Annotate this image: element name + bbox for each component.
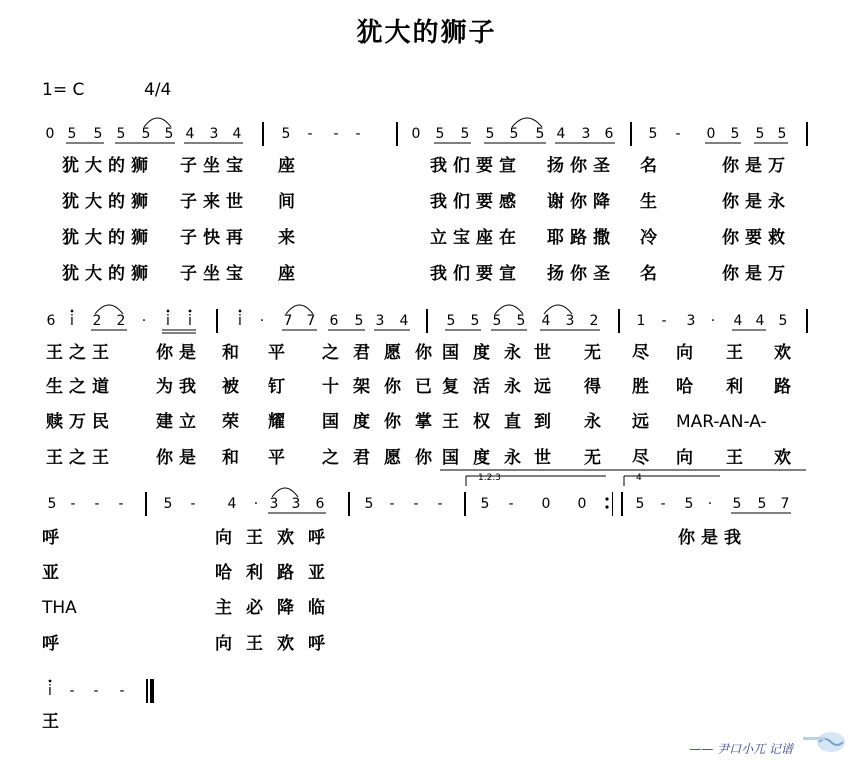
lyric-1-1-7: 得 (584, 377, 607, 397)
note-1-23: - (661, 313, 667, 329)
lyric-1-3-5: 国度永 (442, 448, 535, 468)
lyric-0-1-1: 子来世 (180, 192, 249, 212)
final-barline (150, 679, 152, 703)
note-3-3: - (119, 683, 125, 699)
note-0-14: 5 (435, 126, 445, 142)
note-2-4: 5 (163, 496, 173, 512)
lyric-0-0-2: 座 (278, 156, 301, 176)
note-0-26: 5 (755, 126, 765, 142)
note-2-17: 0 (541, 496, 551, 512)
lyric-1-1-0: 生之道 (46, 377, 115, 397)
note-2-11: 5 (364, 496, 374, 512)
lyric-2-2-0: THA (42, 598, 77, 618)
note-2-9: 3 (291, 496, 301, 512)
lyric-0-0-6: 你是万 (722, 156, 791, 176)
lyric-1-1-10: 利 (726, 377, 749, 397)
lyric-2-2-1: 主必降临 (215, 598, 339, 618)
lyric-1-1-8: 胜 (632, 377, 655, 397)
lyric-0-3-5: 名 (640, 264, 663, 284)
lyric-1-1-2: 被 (222, 377, 245, 397)
note-2-15: 5 (480, 496, 490, 512)
note-1-22: 1 (636, 313, 646, 329)
lyric-0-3-0: 犹大的狮 (62, 264, 154, 284)
note-0-15: 5 (460, 126, 470, 142)
note-0-13: 0 (411, 126, 421, 142)
note-1-15: 5 (446, 313, 456, 329)
audio-logo-icon (801, 728, 847, 754)
lyric-2-0-2: 你是我 (678, 528, 747, 548)
lyric-2-1-1: 哈利路亚 (215, 563, 339, 583)
barline-1-2 (618, 309, 620, 333)
note-2-20: - (660, 496, 666, 512)
lyric-0-0-4: 扬你圣 (547, 156, 616, 176)
lyric-1-3-8: 尽 (632, 448, 655, 468)
note-1-21: 2 (589, 313, 599, 329)
lyric-1-2-8: 远 (632, 412, 655, 432)
note-1-3: 2 (116, 313, 126, 329)
note-0-3: 5 (116, 126, 126, 142)
lyric-1-1-6: 远 (534, 377, 557, 397)
barline-1-3 (806, 309, 808, 333)
note-2-22: · (707, 496, 713, 512)
note-0-6: 4 (185, 126, 195, 142)
volta-2-label: 4 (636, 473, 642, 483)
note-0-8: 4 (232, 126, 242, 142)
lyric-0-0-5: 名 (640, 156, 663, 176)
lyric-2-3-1: 向王欢呼 (215, 634, 339, 654)
lyric-1-0-6: 世 (534, 343, 557, 363)
note-0-20: 3 (581, 126, 591, 142)
lyric-0-2-5: 冷 (640, 228, 663, 248)
note-2-6: 4 (227, 496, 237, 512)
lyric-0-2-4: 耶路撒 (547, 228, 616, 248)
note-0-21: 6 (604, 126, 614, 142)
repeat-dot (605, 497, 608, 500)
time-signature: 4/4 (144, 80, 172, 100)
note-1-16: 5 (470, 313, 480, 329)
lyric-1-0-4: 之君愿你 (322, 343, 446, 363)
note-0-4: 5 (141, 126, 151, 142)
lyric-1-0-9: 向 (676, 343, 699, 363)
lyric-1-2-7: 永 (584, 412, 607, 432)
barline-1-0 (216, 309, 218, 333)
note-2-2: - (94, 496, 100, 512)
repeat-dot (605, 505, 608, 508)
lyric-0-3-1: 子坐宝 (180, 264, 249, 284)
lyric-1-1-9: 哈 (676, 377, 699, 397)
lyric-1-1-1: 为我 (156, 377, 202, 397)
lyric-1-3-0: 王之王 (46, 448, 115, 468)
note-0-25: 5 (730, 126, 740, 142)
lyric-0-1-5: 生 (640, 192, 663, 212)
lyric-2-1-0: 亚 (42, 563, 65, 583)
note-1-1: i (70, 313, 74, 329)
note-1-11: 6 (329, 313, 339, 329)
barline-1-1 (426, 309, 428, 333)
note-1-27: 4 (755, 313, 765, 329)
lyric-1-3-10: 王 (726, 448, 749, 468)
note-0-7: 3 (209, 126, 219, 142)
note-0-17: 5 (509, 126, 519, 142)
octave-dot (239, 310, 242, 313)
lyric-1-3-6: 世 (534, 448, 557, 468)
note-1-6: i (188, 313, 192, 329)
lyric-0-2-1: 子快再 (180, 228, 249, 248)
lyric-1-1-5: 复活永 (442, 377, 535, 397)
lyric-0-2-0: 犹大的狮 (62, 228, 154, 248)
volta-1-label: 1.2.3 (478, 473, 501, 483)
song-title: 犹大的狮子 (356, 18, 497, 48)
note-2-24: 5 (757, 496, 767, 512)
lyric-1-3-4: 之君愿你 (322, 448, 446, 468)
note-0-22: 5 (648, 126, 658, 142)
lyric-1-1-4: 十架你已 (322, 377, 446, 397)
note-2-23: 5 (732, 496, 742, 512)
note-1-25: · (710, 313, 716, 329)
lyric-1-3-3: 平 (268, 448, 291, 468)
note-0-0: 0 (45, 126, 55, 142)
lyric-1-3-1: 你是 (156, 448, 202, 468)
lyric-0-3-4: 扬你圣 (547, 264, 616, 284)
note-0-1: 5 (67, 126, 77, 142)
note-3-1: - (69, 683, 75, 699)
note-2-14: - (437, 496, 443, 512)
barline-2-1 (348, 492, 350, 516)
lyric-1-2-0: 赎万民 (46, 412, 115, 432)
note-2-18: 0 (577, 496, 587, 512)
lyric-0-1-3: 我们要感 (430, 192, 522, 212)
barline-3-0 (146, 679, 148, 703)
octave-dot (71, 310, 74, 313)
note-0-27: 5 (777, 126, 787, 142)
lyric-0-3-6: 你是万 (722, 264, 791, 284)
transcriber-credit: —— 尹口小兀 记谱 (689, 742, 793, 756)
note-1-2: 2 (92, 313, 102, 329)
note-2-5: - (190, 496, 196, 512)
lyric-1-2-9: MAR-AN-A- (676, 412, 767, 432)
lyric-0-0-0: 犹大的狮 (62, 156, 154, 176)
lyric-1-3-11: 欢 (774, 448, 797, 468)
lyric-1-0-0: 王之王 (46, 343, 115, 363)
lyric-1-0-5: 国度永 (442, 343, 535, 363)
lyric-1-0-10: 王 (726, 343, 749, 363)
barline-0-0 (262, 122, 264, 146)
note-2-19: 5 (635, 496, 645, 512)
note-2-13: - (413, 496, 419, 512)
note-0-10: - (307, 126, 313, 142)
lyric-1-3-7: 无 (584, 448, 607, 468)
barline-2-2 (464, 492, 466, 516)
lyric-0-0-1: 子坐宝 (180, 156, 249, 176)
key-signature: 1= C (42, 80, 85, 100)
note-1-4: · (141, 313, 147, 329)
octave-dot (189, 310, 192, 313)
note-1-28: 5 (778, 313, 788, 329)
barline-0-2 (630, 122, 632, 146)
note-2-3: - (118, 496, 124, 512)
note-2-0: 5 (47, 496, 57, 512)
note-2-16: - (508, 496, 514, 512)
note-0-18: 5 (535, 126, 545, 142)
lyric-1-1-11: 路 (774, 377, 797, 397)
barline-0-1 (396, 122, 398, 146)
note-1-7: i (238, 313, 242, 329)
note-1-9: 7 (283, 313, 293, 329)
lyric-0-1-0: 犹大的狮 (62, 192, 154, 212)
note-1-8: · (259, 313, 265, 329)
lyric-1-2-5: 王权直 (442, 412, 535, 432)
note-2-10: 6 (315, 496, 325, 512)
lyric-2-0-0: 呼 (42, 528, 65, 548)
lyric-0-2-3: 立宝座在 (430, 228, 522, 248)
note-2-21: 5 (684, 496, 694, 512)
barline-0-3 (806, 122, 808, 146)
lyric-0-1-4: 谢你降 (547, 192, 616, 212)
note-1-19: 4 (541, 313, 551, 329)
note-1-17: 5 (492, 313, 502, 329)
barline-2-3 (612, 492, 613, 516)
note-0-24: 0 (706, 126, 716, 142)
barline-2-0 (145, 492, 147, 516)
note-2-25: 7 (780, 496, 790, 512)
note-0-23: - (675, 126, 681, 142)
lyric-2-0-1: 向王欢呼 (215, 528, 339, 548)
note-1-12: 5 (354, 313, 364, 329)
lyric-0-2-6: 你要救 (722, 228, 791, 248)
lyric-0-3-3: 我们要宣 (430, 264, 522, 284)
note-2-12: - (389, 496, 395, 512)
note-2-7: · (253, 496, 259, 512)
lyric-1-2-4: 国度你掌 (322, 412, 446, 432)
lyric-0-0-3: 我们要宣 (430, 156, 522, 176)
lyric-2-3-0: 呼 (42, 634, 65, 654)
octave-dot (49, 680, 52, 683)
lyric-1-0-11: 欢 (774, 343, 797, 363)
lyric-1-0-1: 你是 (156, 343, 202, 363)
lyric-1-0-8: 尽 (632, 343, 655, 363)
note-3-2: - (93, 683, 99, 699)
note-0-12: - (355, 126, 361, 142)
lyric-1-2-6: 到 (534, 412, 557, 432)
lyric-0-2-2: 来 (278, 228, 301, 248)
lyric-0-1-2: 间 (278, 192, 301, 212)
note-1-13: 3 (375, 313, 385, 329)
lyric-1-3-9: 向 (676, 448, 699, 468)
octave-dot (167, 310, 170, 313)
note-2-1: - (70, 496, 76, 512)
note-1-14: 4 (399, 313, 409, 329)
lyric-1-0-2: 和 (222, 343, 245, 363)
note-1-20: 3 (565, 313, 575, 329)
lyric-3-0-0: 王 (42, 712, 65, 732)
lyric-1-1-3: 钉 (268, 377, 291, 397)
lyric-1-0-7: 无 (584, 343, 607, 363)
lyric-0-1-6: 你是永 (722, 192, 791, 212)
note-2-8: 3 (269, 496, 279, 512)
note-0-16: 5 (485, 126, 495, 142)
lyric-0-3-2: 座 (278, 264, 301, 284)
lyric-1-0-3: 平 (268, 343, 291, 363)
note-0-11: - (333, 126, 339, 142)
lyric-1-2-2: 荣 (222, 412, 245, 432)
lyric-1-2-1: 建立 (156, 412, 202, 432)
note-0-19: 4 (556, 126, 566, 142)
note-1-10: 7 (306, 313, 316, 329)
note-1-0: 6 (46, 313, 56, 329)
note-0-9: 5 (281, 126, 291, 142)
lyric-1-3-2: 和 (222, 448, 245, 468)
note-1-26: 4 (733, 313, 743, 329)
barline-3-1 (152, 679, 154, 703)
note-1-5: i (166, 313, 170, 329)
note-0-2: 5 (93, 126, 103, 142)
note-1-24: 3 (686, 313, 696, 329)
note-3-0: i (48, 683, 52, 699)
note-1-18: 5 (516, 313, 526, 329)
lyric-1-2-3: 耀 (268, 412, 291, 432)
note-0-5: 5 (164, 126, 174, 142)
barline-2-4 (621, 492, 623, 516)
